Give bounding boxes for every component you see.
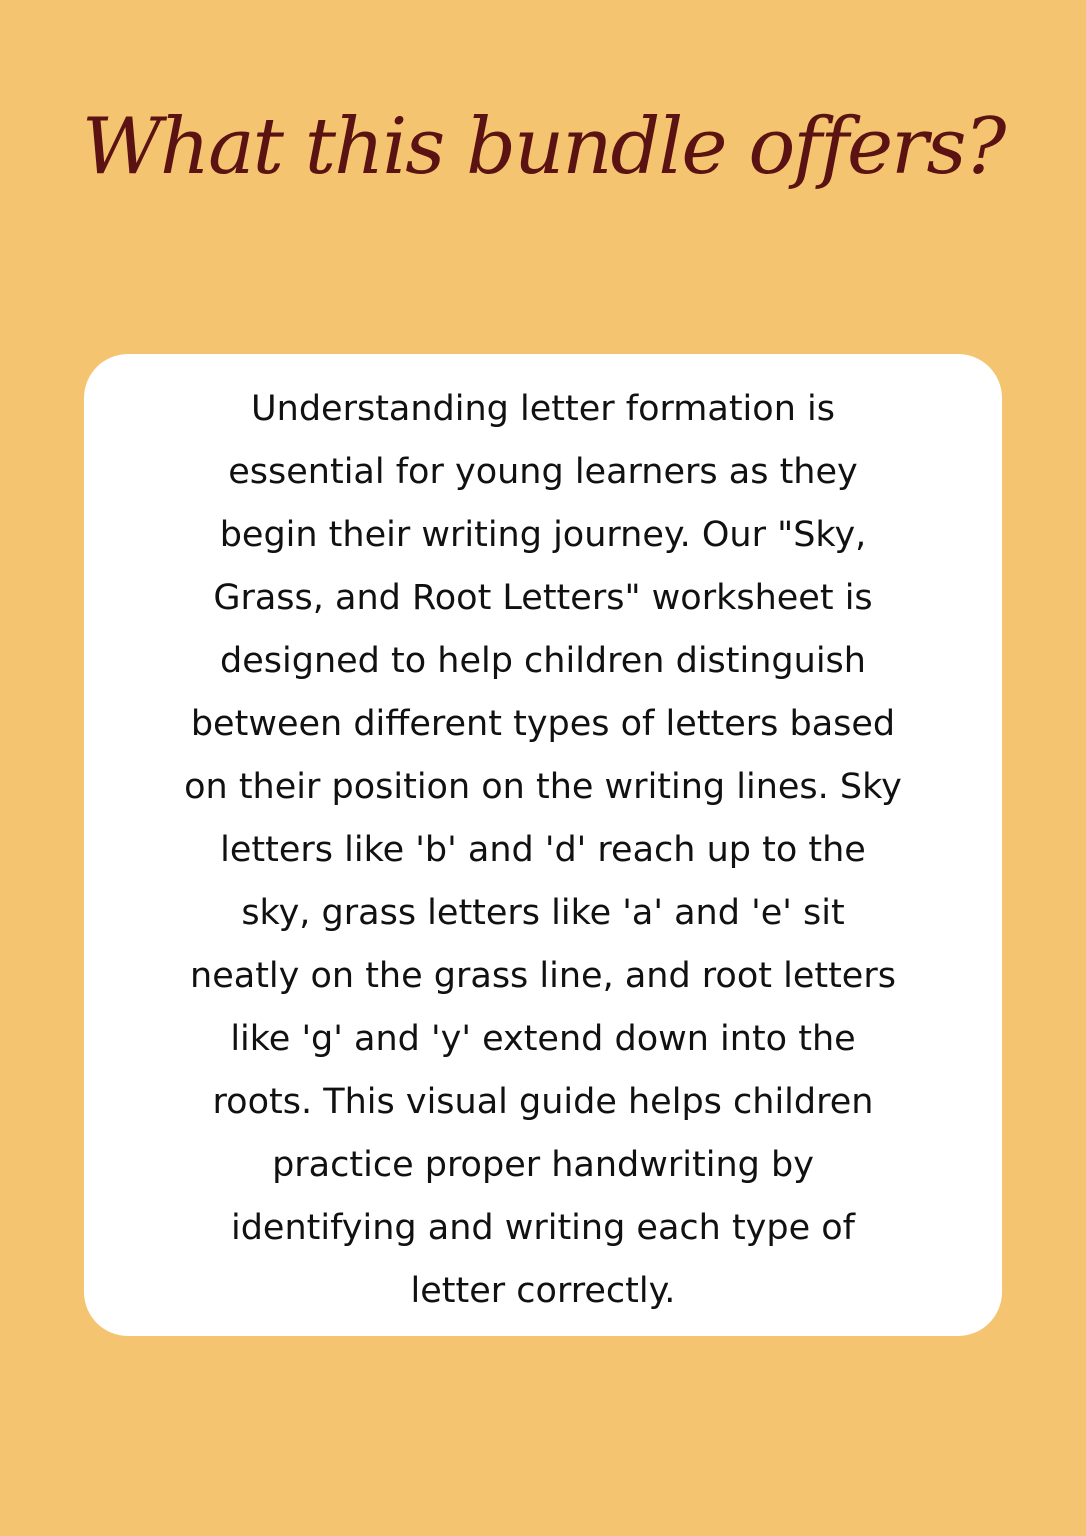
description-line: letters like 'b' and 'd' reach up to the bbox=[220, 830, 866, 870]
description-line: letter correctly. bbox=[410, 1271, 676, 1311]
page-title: What this bundle offers? bbox=[81, 102, 1005, 192]
description-text bbox=[124, 378, 962, 1323]
description-line: sky, grass letters like 'a' and 'e' sit bbox=[241, 893, 845, 933]
description-line: neatly on the grass line, and root letters bbox=[190, 956, 896, 996]
description-line: on their position on the writing lines. Sky bbox=[184, 767, 902, 807]
description-line: identifying and writing each type of bbox=[230, 1208, 856, 1248]
description-line: like 'g' and 'y' extend down into the bbox=[230, 1019, 856, 1059]
description-card bbox=[84, 354, 1002, 1336]
description-line: roots. This visual guide helps children bbox=[212, 1082, 874, 1122]
description-line: begin their writing journey. Our "Sky, bbox=[219, 515, 867, 555]
description-line: Grass, and Root Letters" worksheet is bbox=[213, 578, 873, 618]
description-line: practice proper handwriting by bbox=[272, 1145, 814, 1185]
description-line: essential for young learners as they bbox=[228, 452, 858, 492]
description-line: between different types of letters based bbox=[190, 704, 896, 744]
description-line: designed to help children distinguish bbox=[220, 641, 866, 681]
description-line: Understanding letter formation is bbox=[251, 389, 835, 429]
